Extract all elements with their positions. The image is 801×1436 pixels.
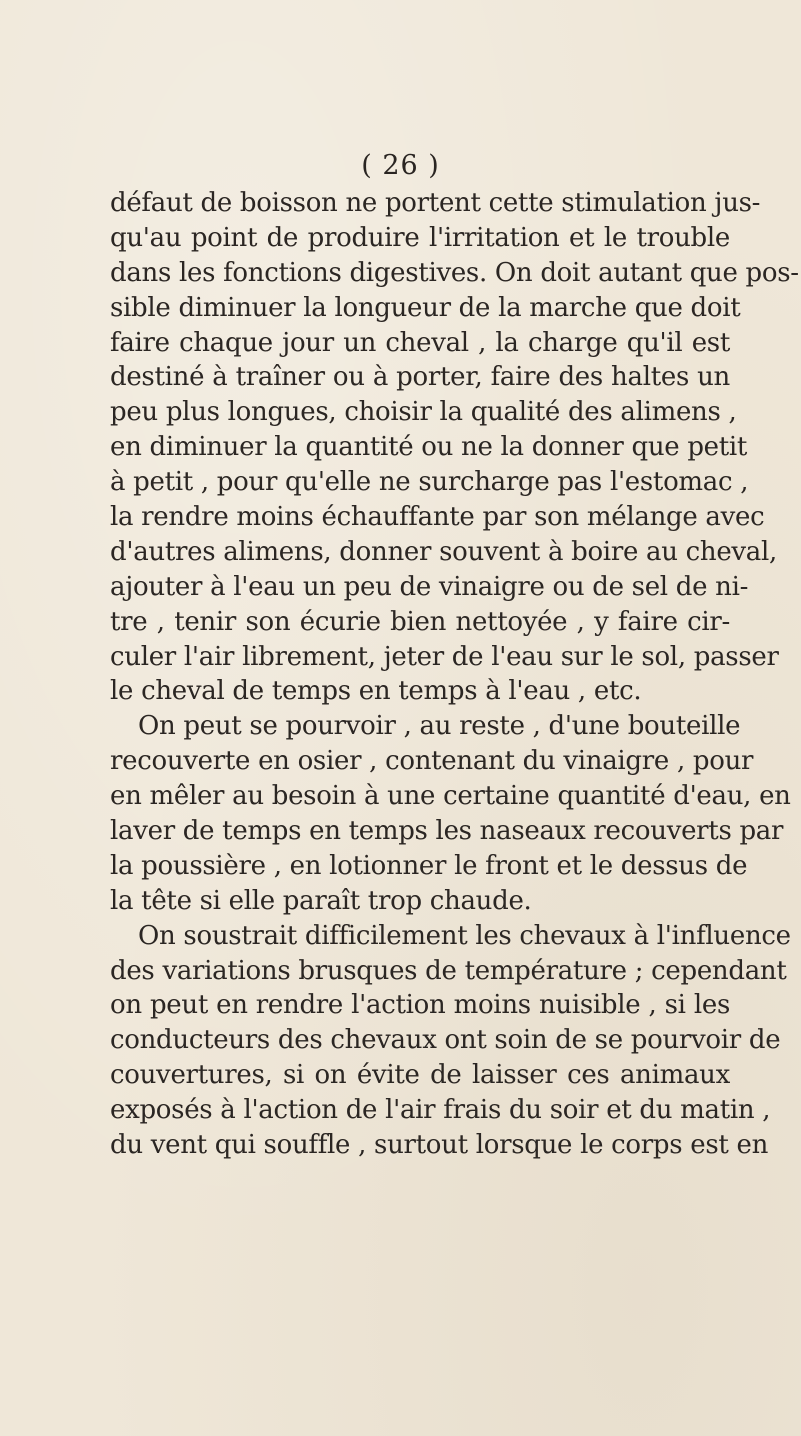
text-line: laver de temps en temps les naseaux recouverts par xyxy=(110,816,784,847)
text-line: faire chaque jour un cheval , la charge qu'il est xyxy=(110,327,730,358)
text-line: On soustrait difficilement les chevaux à l'influence xyxy=(138,920,791,951)
text-line: ajouter à l'eau un peu de vinaigre ou de sel de ni- xyxy=(110,571,749,602)
text-line: dans les fonctions digestives. On doit autant que pos- xyxy=(110,257,799,288)
text-line: tre , tenir son écurie bien nettoyée , y faire cir- xyxy=(110,606,730,637)
text-line: la rendre moins échauffante par son mélange avec xyxy=(110,502,765,533)
text-line: à petit , pour qu'elle ne surcharge pas l'estomac , xyxy=(110,467,749,498)
text-line: destiné à traîner ou à porter, faire des haltes un xyxy=(110,362,730,393)
text-line: d'autres alimens, donner souvent à boire au cheval, xyxy=(110,536,777,567)
text-line: qu'au point de produire l'irritation et le trouble xyxy=(110,222,730,253)
text-line: On peut se pourvoir , au reste , d'une bouteille xyxy=(138,711,741,742)
text-line: peu plus longues, choisir la qualité des alimens , xyxy=(110,397,737,428)
text-line: sible diminuer la longueur de la marche que doit xyxy=(110,292,741,323)
text-line: recouverte en osier , contenant du vinaigre , pour xyxy=(110,746,754,777)
text-line: des variations brusques de température ; cependant xyxy=(110,955,787,986)
text-line: couvertures, si on évite de laisser ces animaux xyxy=(110,1060,730,1091)
text-line: culer l'air librement, jeter de l'eau sur le sol, passer xyxy=(110,641,779,672)
text-line: conducteurs des chevaux ont soin de se pourvoir de xyxy=(110,1025,781,1056)
page-number: ( 26 ) xyxy=(361,150,440,181)
text-line: en mêler au besoin à une certaine quantité d'eau, en xyxy=(110,781,791,812)
text-line: la tête si elle paraît trop chaude. xyxy=(110,885,532,916)
body-text xyxy=(110,186,799,1163)
text-line: exposés à l'action de l'air frais du soir et du matin , xyxy=(110,1095,771,1126)
text-line: défaut de boisson ne portent cette stimulation jus- xyxy=(110,188,761,218)
text-line: en diminuer la quantité ou ne la donner que petit xyxy=(110,432,748,463)
text-line: on peut en rendre l'action moins nuisible , si les xyxy=(110,990,730,1021)
text-line: la poussière , en lotionner le front et le dessus de xyxy=(110,850,748,881)
text-line: le cheval de temps en temps à l'eau , etc. xyxy=(110,676,642,707)
text-line: du vent qui souffle , surtout lorsque le corps est en xyxy=(110,1130,769,1161)
